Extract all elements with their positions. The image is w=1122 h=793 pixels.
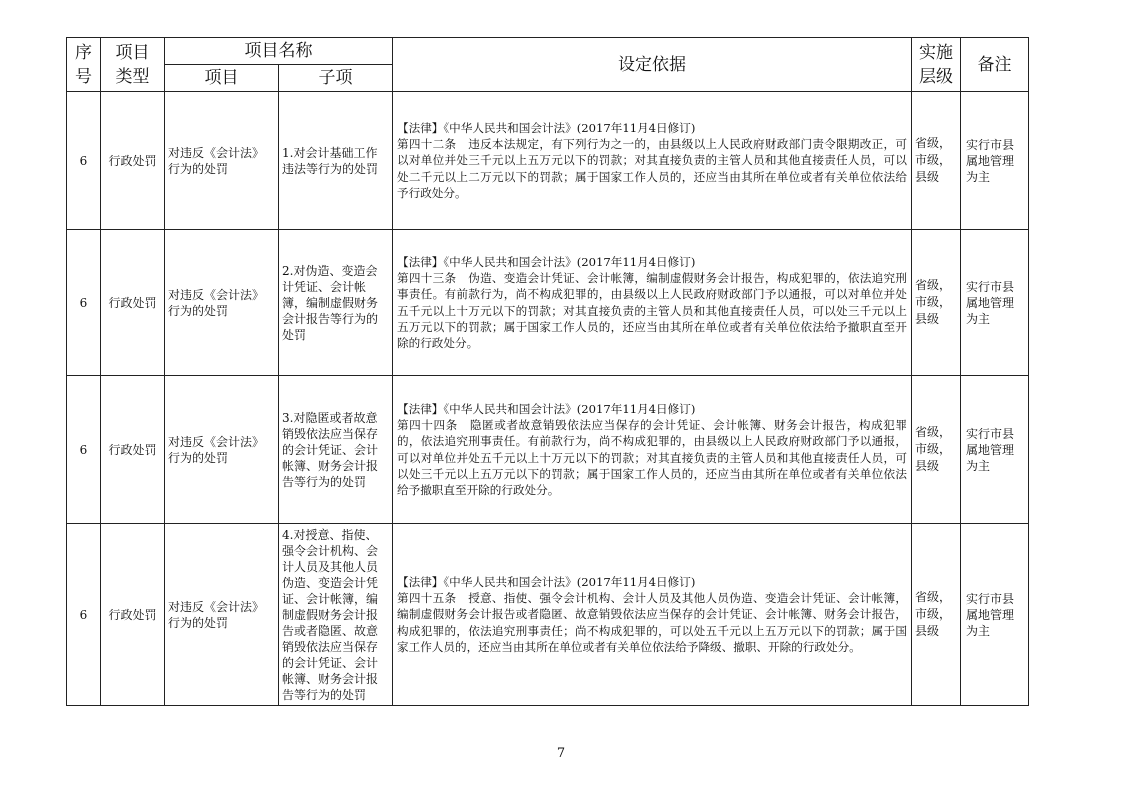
header-item: 项目 bbox=[165, 65, 279, 92]
penalty-table bbox=[66, 37, 1029, 706]
page-number: 7 bbox=[556, 746, 566, 761]
row-basis bbox=[393, 230, 912, 376]
row-type: 行政处罚 bbox=[101, 376, 165, 524]
row-remark: 实行市县属地管理为主 bbox=[961, 524, 1029, 706]
row-subitem: 1.对会计基础工作违法等行为的处罚 bbox=[279, 92, 393, 230]
row-remark: 实行市县属地管理为主 bbox=[961, 230, 1029, 376]
basis-article-text: 第四十四条 隐匿或者故意销毁依法应当保存的会计凭证、会计帐簿、财务会计报告，构成犯罪的，依法追究刑事责任。有前款行为，尚不构成犯罪的，由县级以上人民政府财政部门予以通报，可以对单位并处五千元以上十万元以下的罚款；对其直接负责的主管人员和其他直接责任人员，可以处三千元以上五万元以下的罚款；属于国家工作人员的，还应当由其所在单位或者有关单位依法给予撤职直至开除的行政处分。 bbox=[397, 418, 907, 497]
header-remark: 备注 bbox=[961, 38, 1029, 92]
row-level: 省级， 市级， 县级 bbox=[912, 376, 961, 524]
row-item: 对违反《会计法》行为的处罚 bbox=[165, 230, 279, 376]
row-basis bbox=[393, 524, 912, 706]
row-item: 对违反《会计法》行为的处罚 bbox=[165, 92, 279, 230]
table-row bbox=[67, 524, 1029, 706]
row-seq: 6 bbox=[67, 376, 101, 524]
row-seq: 6 bbox=[67, 92, 101, 230]
row-basis bbox=[393, 376, 912, 524]
table-row bbox=[67, 92, 1029, 230]
header-subitem: 子项 bbox=[279, 65, 393, 92]
row-subitem: 4.对授意、指使、强令会计机构、会计人员及其他人员伪造、变造会计凭证、会计帐簿，编制虚假财务会计报告或者隐匿、故意销毁依法应当保存的会计凭证、会计帐簿、财务会计报告等行为的处罚 bbox=[279, 524, 393, 706]
row-level: 省级， 市级， 县级 bbox=[912, 92, 961, 230]
row-item: 对违反《会计法》行为的处罚 bbox=[165, 376, 279, 524]
basis-law-title: 【法律】《中华人民共和国会计法》(2017年11月4日修订) bbox=[397, 574, 696, 589]
row-subitem: 2.对伪造、变造会计凭证、会计帐簿，编制虚假财务会计报告等行为的处罚 bbox=[279, 230, 393, 376]
basis-law-title: 【法律】《中华人民共和国会计法》(2017年11月4日修订) bbox=[397, 254, 696, 269]
row-type: 行政处罚 bbox=[101, 230, 165, 376]
row-basis bbox=[393, 92, 912, 230]
row-type: 行政处罚 bbox=[101, 524, 165, 706]
row-level: 省级， 市级， 县级 bbox=[912, 524, 961, 706]
table-row bbox=[67, 376, 1029, 524]
header-name-group: 项目名称 bbox=[165, 38, 393, 65]
table-row bbox=[67, 230, 1029, 376]
basis-article-text: 第四十五条 授意、指使、强令会计机构、会计人员及其他人员伪造、变造会计凭证、会计帐簿，编制虚假财务会计报告或者隐匿、故意销毁依法应当保存的会计凭证、会计帐簿、财务会计报告，构成犯罪的，依法追究刑事责任；尚不构成犯罪的，可以处五千元以上五万元以下的罚款；属于国家工作人员的，还应当由其所在单位或者有关单位依法给予降级、撤职、开除的行政处分。 bbox=[397, 591, 907, 654]
row-remark: 实行市县属地管理为主 bbox=[961, 92, 1029, 230]
basis-law-title: 【法律】《中华人民共和国会计法》(2017年11月4日修订) bbox=[397, 401, 696, 416]
row-remark: 实行市县属地管理为主 bbox=[961, 376, 1029, 524]
basis-article-text: 第四十二条 违反本法规定，有下列行为之一的，由县级以上人民政府财政部门责令限期改正，可以对单位并处三千元以上五万元以下的罚款；对其直接负责的主管人员和其他直接责任人员，可以处二千元以上二万元以下的罚款；属于国家工作人员的，还应当由其所在单位或者有关单位依法给予行政处分。 bbox=[397, 137, 907, 200]
row-level: 省级， 市级， 县级 bbox=[912, 230, 961, 376]
row-seq: 6 bbox=[67, 230, 101, 376]
row-type: 行政处罚 bbox=[101, 92, 165, 230]
basis-article-text: 第四十三条 伪造、变造会计凭证、会计帐簿，编制虚假财务会计报告，构成犯罪的，依法追究刑事责任。有前款行为，尚不构成犯罪的，由县级以上人民政府财政部门予以通报，可以对单位并处五千元以上十万元以下的罚款；对其直接负责的主管人员和其他直接责任人员，可以处三千元以上五万元以下的罚款；属于国家工作人员的，还应当由其所在单位或者有关单位依法给予撤职直至开除的行政处分。 bbox=[397, 271, 907, 350]
header-type: 项目 类型 bbox=[101, 38, 165, 92]
basis-law-title: 【法律】《中华人民共和国会计法》(2017年11月4日修订) bbox=[397, 120, 696, 135]
row-item: 对违反《会计法》行为的处罚 bbox=[165, 524, 279, 706]
header-level: 实施 层级 bbox=[912, 38, 961, 92]
row-subitem: 3.对隐匿或者故意销毁依法应当保存的会计凭证、会计帐簿、财务会计报告等行为的处罚 bbox=[279, 376, 393, 524]
header-basis: 设定依据 bbox=[393, 38, 912, 92]
header-seq: 序 号 bbox=[67, 38, 101, 92]
row-seq: 6 bbox=[67, 524, 101, 706]
